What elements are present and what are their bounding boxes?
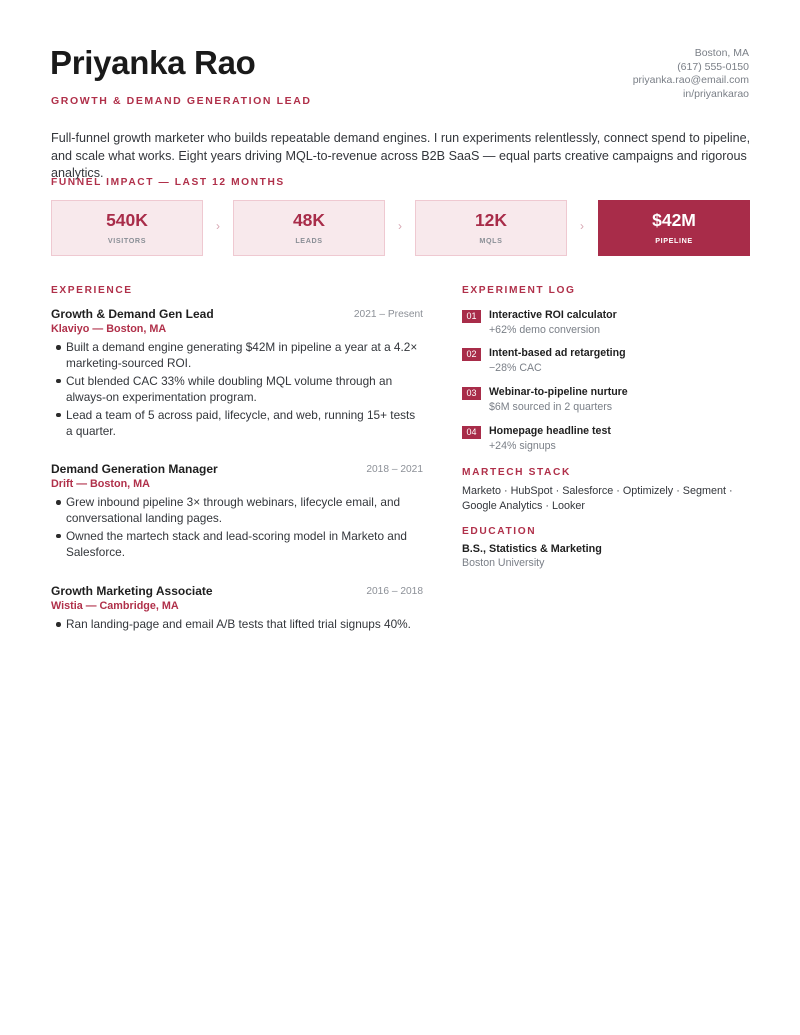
chevron-right-icon: ›: [216, 219, 220, 233]
job-bullets: [51, 339, 423, 439]
bullet-dot-icon: [56, 534, 61, 539]
job-title: Growth & Demand Gen Lead: [51, 307, 214, 321]
experiment-number: 04: [462, 426, 481, 439]
metric-label: PIPELINE: [655, 236, 693, 245]
experiment-result: +24% signups: [489, 440, 556, 452]
job-bullets: [51, 494, 423, 561]
chevron-right-icon: ›: [398, 219, 402, 233]
funnel-heading: FUNNEL IMPACT — LAST 12 MONTHS: [51, 177, 285, 188]
bullet-text: Grew inbound pipeline 3× through webinars, lifecycle email, and conversational landing pages.: [66, 495, 401, 526]
experiment-number: 03: [462, 387, 481, 400]
chevron-right-icon: ›: [580, 219, 584, 233]
experiment-log-heading: EXPERIMENT LOG: [462, 285, 576, 296]
education-degree: B.S., Statistics & Marketing: [462, 543, 602, 555]
job-company: Wistia — Cambridge, MA: [51, 600, 179, 612]
bullet-text: Owned the martech stack and lead-scoring model in Marketo and Salesforce.: [66, 528, 407, 560]
metric-value: 12K: [474, 210, 508, 230]
job-entry: [51, 584, 423, 633]
experiment-title: Webinar-to-pipeline nurture: [489, 386, 628, 398]
contact-location: Boston, MA: [694, 47, 749, 59]
experiment-number: 02: [462, 348, 481, 361]
bullet-text: Built a demand engine generating $42M in pipeline a year at a 4.2× marketing-sourced ROI.: [66, 340, 418, 371]
experiment-title: Intent-based ad retargeting: [489, 347, 626, 359]
job-bullet: [51, 494, 423, 527]
experiment-result: +62% demo conversion: [489, 324, 601, 336]
experiment-result: $6M sourced in 2 quarters: [489, 401, 613, 413]
metric-label: VISITORS: [107, 236, 147, 245]
job-bullet: [51, 528, 423, 561]
education-school: Boston University: [462, 557, 545, 569]
bullet-dot-icon: [56, 500, 61, 505]
metric-value: 48K: [292, 210, 326, 230]
metric-label: LEADS: [295, 236, 323, 245]
job-bullet: [51, 373, 423, 406]
experience-heading: EXPERIENCE: [51, 285, 133, 296]
job-bullets: [51, 616, 423, 632]
contact-email: priyanka.rao@email.com: [632, 74, 749, 87]
metric-value: 540K: [106, 210, 148, 230]
job-entry: [51, 307, 423, 440]
contact-linkedin: in/priyankarao: [683, 88, 749, 101]
job-entry: [51, 462, 423, 562]
job-company: Klaviyo — Boston, MA: [51, 323, 167, 335]
summary-paragraph: Full-funnel growth marketer who builds repeatable demand engines. I run experiments relentlessly, connect spend to pipeline, and scale what works. Eight years driving MQL-to-revenue across B2B SaaS — equal parts creative campaigns and rigorous analytics.: [51, 131, 751, 180]
contact-phone: (617) 555-0150: [677, 60, 749, 73]
bullet-text: Ran landing-page and email A/B tests that lifted trial signups 40%.: [66, 617, 411, 631]
bullet-text: Lead a team of 5 across paid, lifecycle, and web, running 15+ tests a quarter.: [66, 407, 416, 439]
bullet-dot-icon: [56, 345, 61, 350]
bullet-dot-icon: [56, 413, 61, 418]
martech-list: Marketo · HubSpot · Salesforce · Optimizely · Segment · Google Analytics · Looker: [462, 485, 733, 512]
experiment-title: Homepage headline test: [489, 425, 611, 437]
martech-heading: MARTECH STACK: [462, 467, 571, 478]
metric-mqls: [415, 200, 567, 256]
metric-value: $42M: [652, 210, 696, 230]
bullet-text: Cut blended CAC 33% while doubling MQL volume through an always-on experimentation program.: [66, 373, 393, 405]
job-bullet: [51, 407, 423, 440]
bullet-dot-icon: [56, 622, 61, 627]
job-dates: 2021 – Present: [353, 309, 423, 320]
candidate-name: Priyanka Rao: [50, 44, 256, 81]
job-company: Drift — Boston, MA: [51, 478, 150, 490]
education-heading: EDUCATION: [462, 526, 537, 537]
metric-label: MQLS: [479, 236, 503, 245]
metric-leads: [233, 200, 385, 256]
job-bullet: [51, 616, 423, 632]
job-title: Demand Generation Manager: [51, 462, 218, 476]
job-bullet: [51, 339, 423, 372]
bullet-dot-icon: [56, 379, 61, 384]
candidate-role: GROWTH & DEMAND GENERATION LEAD: [51, 95, 312, 107]
job-dates: 2016 – 2018: [366, 586, 423, 597]
metric-pipeline: [598, 200, 750, 256]
experiment-title: Interactive ROI calculator: [489, 309, 617, 321]
funnel-metrics: [51, 200, 750, 256]
experiment-number: 01: [462, 310, 481, 323]
job-title: Growth Marketing Associate: [51, 584, 213, 598]
metric-visitors: [51, 200, 203, 256]
job-dates: 2018 – 2021: [366, 464, 423, 475]
contact-block: [633, 47, 749, 102]
experiment-result: −28% CAC: [489, 362, 542, 374]
